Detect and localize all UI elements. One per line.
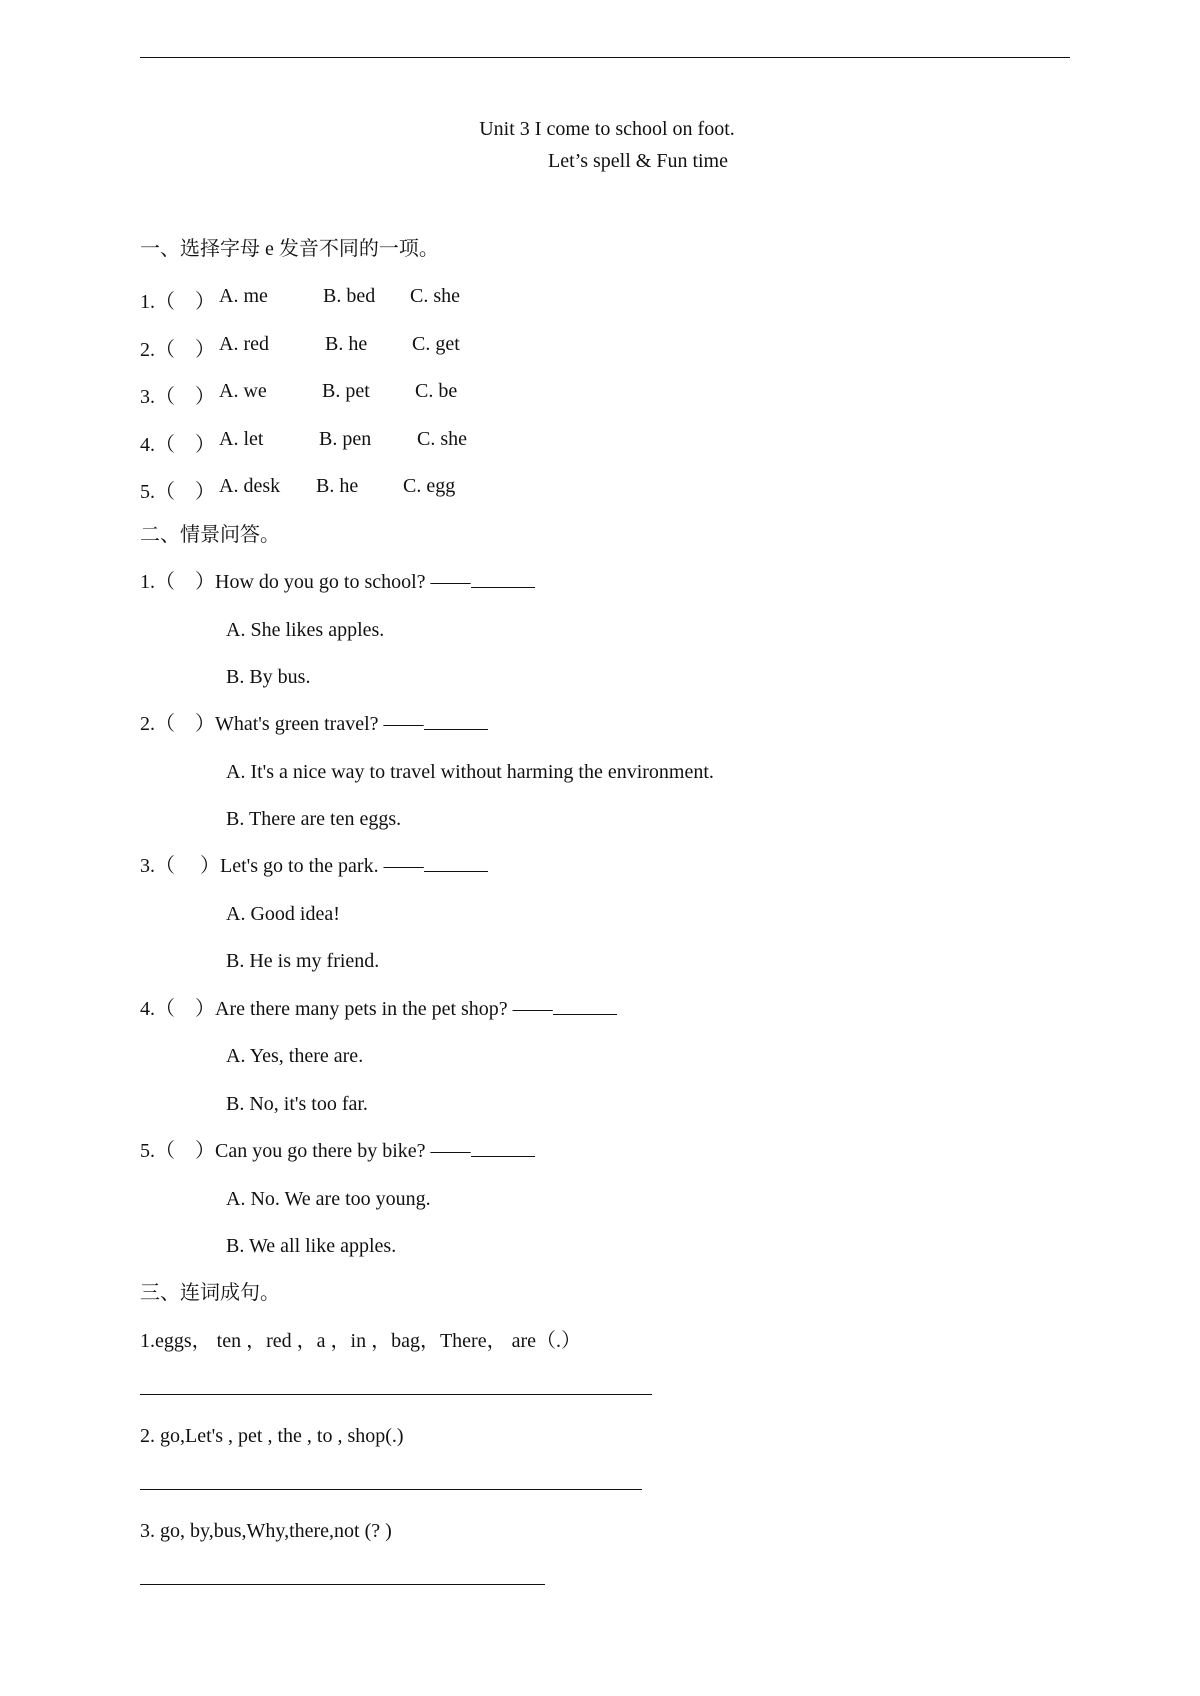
option-b: B. he: [325, 333, 368, 355]
question-line: [140, 853, 488, 879]
section-2-heading: 二、情景问答。: [140, 524, 280, 546]
option-c: C. get: [412, 333, 460, 355]
item-number: 4.（ ）: [140, 998, 215, 1020]
option-a: A. She likes apples.: [226, 619, 385, 641]
question-text: Are there many pets in the pet shop? ——: [215, 998, 553, 1020]
question-text: What's green travel? ——: [215, 713, 424, 735]
answer-blank: [424, 853, 488, 872]
option-b: B. No, it's too far.: [226, 1093, 368, 1115]
section-3-heading: 三、连词成句。: [140, 1282, 280, 1304]
question-line: [140, 569, 535, 595]
item-number: 2.（ ）: [140, 713, 215, 735]
question-text: Let's go to the park. ——: [220, 855, 424, 877]
option-c: C. be: [415, 380, 458, 402]
option-a: A. let: [219, 428, 264, 450]
page-title: Unit 3 I come to school on foot.: [479, 118, 735, 140]
question-text: Can you go there by bike? ——: [215, 1140, 471, 1162]
option-b: B. he: [316, 475, 359, 497]
option-b: B. pen: [319, 428, 372, 450]
answer-blank: [424, 711, 488, 730]
page-subtitle: Let’s spell & Fun time: [548, 150, 728, 172]
answer-line: [140, 1489, 642, 1490]
option-b: B. He is my friend.: [226, 950, 380, 972]
header-rule: [140, 57, 1070, 58]
option-b: B. There are ten eggs.: [226, 808, 402, 830]
item-number: 5.（ ）: [140, 481, 215, 503]
option-a: A. It's a nice way to travel without harming the environment.: [226, 761, 714, 783]
item-number: 3.（ ）: [140, 855, 220, 877]
item-number: 2.（ ）: [140, 339, 215, 361]
answer-blank: [553, 996, 617, 1015]
question-line: [140, 711, 488, 737]
question-line: [140, 1138, 535, 1164]
option-a: A. we: [219, 380, 267, 402]
item-number: 1.（ ）: [140, 291, 215, 313]
question-line: [140, 996, 617, 1022]
word-order-prompt: 3. go, by,bus,Why,there,not (? ): [140, 1520, 392, 1542]
option-b: B. By bus.: [226, 666, 311, 688]
option-a: A. me: [219, 285, 268, 307]
option-c: C. egg: [403, 475, 456, 497]
word-order-prompt: 2. go,Let's , pet , the , to , shop(.): [140, 1425, 404, 1447]
answer-line: [140, 1584, 545, 1585]
option-a: A. Good idea!: [226, 903, 340, 925]
option-c: C. she: [410, 285, 460, 307]
item-number: 5.（ ）: [140, 1140, 215, 1162]
option-c: C. she: [417, 428, 467, 450]
section-1-heading: 一、选择字母 e 发音不同的一项。: [140, 238, 439, 260]
answer-line: [140, 1394, 652, 1395]
option-a: A. red: [219, 333, 269, 355]
item-number: 3.（ ）: [140, 386, 215, 408]
answer-blank: [471, 1138, 535, 1157]
word-order-prompt: 1.eggs， ten ，red ，a ，in ，bag，There， are（.）: [140, 1330, 581, 1352]
option-b: B. We all like apples.: [226, 1235, 397, 1257]
option-a: A. No. We are too young.: [226, 1188, 431, 1210]
option-b: B. bed: [323, 285, 376, 307]
option-b: B. pet: [322, 380, 370, 402]
option-a: A. desk: [219, 475, 281, 497]
option-a: A. Yes, there are.: [226, 1045, 364, 1067]
answer-blank: [471, 569, 535, 588]
item-number: 4.（ ）: [140, 434, 215, 456]
item-number: 1.（ ）: [140, 571, 215, 593]
question-text: How do you go to school? ——: [215, 571, 471, 593]
